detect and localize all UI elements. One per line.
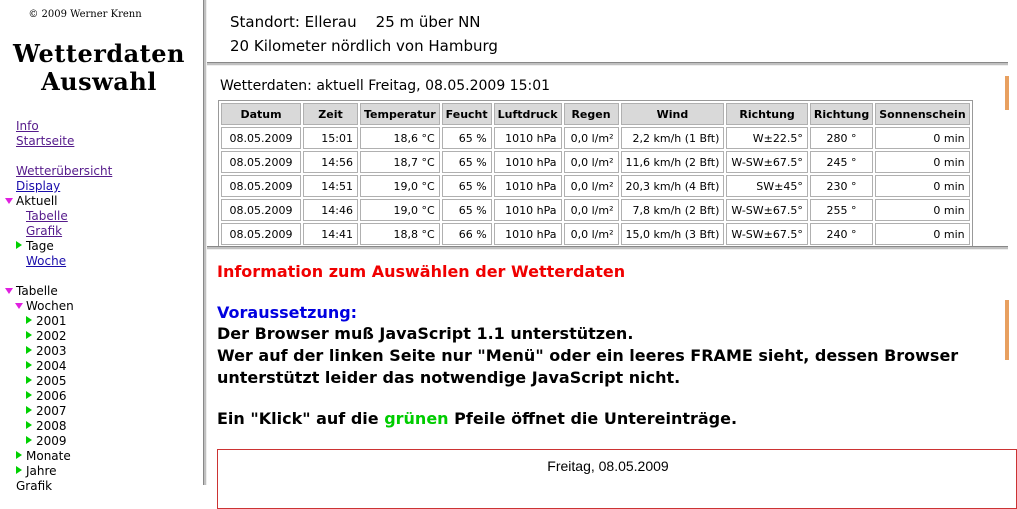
nav-row[interactable] bbox=[0, 359, 203, 374]
table-row bbox=[221, 127, 970, 149]
nav-node-year[interactable]: 2001 bbox=[36, 314, 67, 328]
location-line1 bbox=[230, 13, 481, 31]
nav-row[interactable] bbox=[0, 404, 203, 419]
nav-node-year[interactable]: 2005 bbox=[36, 374, 67, 388]
nav-row[interactable] bbox=[0, 344, 203, 359]
scrollbar-edge[interactable] bbox=[1005, 300, 1009, 360]
info-line3: unterstützt leider das notwendige JavaScript nicht. bbox=[217, 368, 681, 387]
nav-node-monate[interactable]: Monate bbox=[26, 449, 71, 463]
table-cell: 0 min bbox=[875, 151, 969, 173]
table-cell: 2,2 km/h (1 Bft) bbox=[621, 127, 725, 149]
day-box bbox=[217, 449, 1017, 509]
location-height: 25 m über NN bbox=[375, 13, 481, 31]
table-row bbox=[221, 223, 970, 245]
table-row bbox=[221, 175, 970, 197]
table-cell: 65 % bbox=[442, 199, 492, 221]
weather-title: Wetterdaten: aktuell Freitag, 08.05.2009 15:01 bbox=[220, 78, 551, 94]
nav-row[interactable] bbox=[0, 284, 203, 299]
nav-row[interactable] bbox=[0, 434, 203, 449]
table-cell: 19,0 °C bbox=[360, 175, 440, 197]
table-cell: 1010 hPa bbox=[494, 199, 562, 221]
table-cell: 0 min bbox=[875, 223, 969, 245]
table-cell: 0,0 l/m² bbox=[564, 127, 619, 149]
table-cell: 0,0 l/m² bbox=[564, 175, 619, 197]
table-cell: 0,0 l/m² bbox=[564, 223, 619, 245]
nav-row[interactable] bbox=[0, 449, 203, 464]
nav-row[interactable] bbox=[0, 374, 203, 389]
info-heading: Information zum Auswählen der Wetterdaten bbox=[217, 262, 626, 281]
nav-link-aktuell-tabelle[interactable]: Tabelle bbox=[26, 209, 68, 223]
nav-link-woche[interactable]: Woche bbox=[26, 254, 67, 268]
nav-row[interactable] bbox=[0, 464, 203, 479]
nav-node-jahre[interactable]: Jahre bbox=[26, 464, 57, 478]
prerequisite-label: Voraussetzung: bbox=[217, 303, 358, 322]
nav-tree bbox=[0, 119, 203, 494]
expand-arrow-icon[interactable] bbox=[16, 451, 22, 459]
table-row bbox=[221, 199, 970, 221]
table-cell: 1010 hPa bbox=[494, 151, 562, 173]
table-cell: 280 ° bbox=[810, 127, 873, 149]
table-cell: 18,7 °C bbox=[360, 151, 440, 173]
info-frame bbox=[207, 250, 1008, 485]
column-header: Sonnenschein bbox=[875, 103, 969, 125]
expand-arrow-icon[interactable] bbox=[26, 346, 32, 354]
table-cell: 14:41 bbox=[303, 223, 358, 245]
nav-row bbox=[0, 209, 203, 224]
nav-row bbox=[0, 224, 203, 239]
nav-row[interactable] bbox=[0, 299, 203, 314]
column-header: Richtung bbox=[810, 103, 873, 125]
info-line2: Wer auf der linken Seite nur "Menü" oder ein leeres FRAME sieht, dessen Browser bbox=[217, 346, 959, 365]
table-cell: 15:01 bbox=[303, 127, 358, 149]
table-cell: W±22.5° bbox=[726, 127, 807, 149]
table-cell: 11,6 km/h (2 Bft) bbox=[621, 151, 725, 173]
expand-arrow-icon[interactable] bbox=[26, 391, 32, 399]
table-cell: 15,0 km/h (3 Bft) bbox=[621, 223, 725, 245]
table-cell: W-SW±67.5° bbox=[726, 151, 807, 173]
column-header: Luftdruck bbox=[494, 103, 562, 125]
nav-node-year[interactable]: 2003 bbox=[36, 344, 67, 358]
click-hint-green: grünen bbox=[384, 409, 449, 428]
table-cell: 20,3 km/h (4 Bft) bbox=[621, 175, 725, 197]
location-place: Standort: Ellerau bbox=[230, 13, 357, 31]
nav-link-wetteruebersicht[interactable]: Wetterübersicht bbox=[16, 164, 113, 178]
expand-arrow-icon[interactable] bbox=[26, 376, 32, 384]
nav-link-info[interactable]: Info bbox=[16, 119, 39, 133]
nav-row bbox=[0, 164, 203, 179]
table-cell: 255 ° bbox=[810, 199, 873, 221]
expand-arrow-icon[interactable] bbox=[16, 241, 22, 249]
nav-row bbox=[0, 119, 203, 134]
table-cell: 66 % bbox=[442, 223, 492, 245]
column-header: Datum bbox=[221, 103, 301, 125]
expand-arrow-icon[interactable] bbox=[26, 331, 32, 339]
weather-data-frame bbox=[207, 66, 1008, 246]
column-header: Regen bbox=[564, 103, 619, 125]
info-line1: Der Browser muß JavaScript 1.1 unterstützen. bbox=[217, 324, 634, 343]
table-cell: 08.05.2009 bbox=[221, 199, 301, 221]
nav-node-year[interactable]: 2007 bbox=[36, 404, 67, 418]
nav-node-year[interactable]: 2006 bbox=[36, 389, 67, 403]
table-row bbox=[221, 151, 970, 173]
table-cell: 18,8 °C bbox=[360, 223, 440, 245]
nav-row[interactable] bbox=[0, 239, 203, 254]
table-cell: 230 ° bbox=[810, 175, 873, 197]
nav-row[interactable] bbox=[0, 419, 203, 434]
table-cell: 1010 hPa bbox=[494, 175, 562, 197]
table-cell: SW±45° bbox=[726, 175, 807, 197]
table-cell: 14:51 bbox=[303, 175, 358, 197]
table-cell: 08.05.2009 bbox=[221, 151, 301, 173]
table-header-row bbox=[221, 103, 970, 125]
table-cell: 0 min bbox=[875, 127, 969, 149]
click-hint-post: Pfeile öffnet die Untereinträge. bbox=[448, 409, 738, 428]
table-cell: W-SW±67.5° bbox=[726, 223, 807, 245]
table-cell: 08.05.2009 bbox=[221, 127, 301, 149]
nav-row[interactable] bbox=[0, 329, 203, 344]
column-header: Zeit bbox=[303, 103, 358, 125]
scrollbar-edge[interactable] bbox=[1005, 76, 1009, 110]
nav-row[interactable] bbox=[0, 479, 203, 494]
nav-node-year[interactable]: 2008 bbox=[36, 419, 67, 433]
click-hint-pre: Ein "Klick" auf die bbox=[217, 409, 385, 428]
nav-link-aktuell-grafik[interactable]: Grafik bbox=[26, 224, 63, 238]
table-cell: 65 % bbox=[442, 127, 492, 149]
table-cell: 14:46 bbox=[303, 199, 358, 221]
table-cell: 1010 hPa bbox=[494, 127, 562, 149]
info-click-hint bbox=[217, 409, 737, 428]
table-cell: 18,6 °C bbox=[360, 127, 440, 149]
expand-arrow-icon[interactable] bbox=[16, 466, 22, 474]
table-cell: 245 ° bbox=[810, 151, 873, 173]
column-header: Wind bbox=[621, 103, 725, 125]
nav-node-grafik[interactable]: Grafik bbox=[16, 479, 53, 493]
table-cell: W-SW±67.5° bbox=[726, 199, 807, 221]
collapse-arrow-icon[interactable] bbox=[5, 288, 13, 294]
table-cell: 0 min bbox=[875, 175, 969, 197]
table-cell: 240 ° bbox=[810, 223, 873, 245]
table-cell: 0,0 l/m² bbox=[564, 199, 619, 221]
day-label: Freitag, 08.05.2009 bbox=[547, 458, 669, 474]
column-header: Feucht bbox=[442, 103, 492, 125]
nav-node-wochen[interactable]: Wochen bbox=[26, 299, 74, 313]
nav-node-year[interactable]: 2002 bbox=[36, 329, 67, 343]
nav-row bbox=[0, 254, 203, 269]
location-frame bbox=[207, 0, 1008, 62]
table-cell: 65 % bbox=[442, 151, 492, 173]
column-header: Temperatur bbox=[360, 103, 440, 125]
table-cell: 1010 hPa bbox=[494, 223, 562, 245]
expand-arrow-icon[interactable] bbox=[26, 421, 32, 429]
app-title-line1: Wetterdaten bbox=[13, 39, 185, 68]
expand-arrow-icon[interactable] bbox=[26, 436, 32, 444]
nav-link-startseite[interactable]: Startseite bbox=[16, 134, 75, 148]
table-cell: 14:56 bbox=[303, 151, 358, 173]
copyright: © 2009 Werner Krenn bbox=[28, 9, 142, 20]
nav-link-display[interactable]: Display bbox=[16, 179, 61, 193]
nav-node-aktuell[interactable]: Aktuell bbox=[16, 194, 58, 208]
nav-node-year[interactable]: 2004 bbox=[36, 359, 67, 373]
table-cell: 19,0 °C bbox=[360, 199, 440, 221]
expand-arrow-icon[interactable] bbox=[26, 316, 32, 324]
expand-arrow-icon[interactable] bbox=[26, 361, 32, 369]
nav-row[interactable] bbox=[0, 194, 203, 209]
table-cell: 7,8 km/h (2 Bft) bbox=[621, 199, 725, 221]
app-title-line2: Auswahl bbox=[41, 67, 157, 96]
location-line2: 20 Kilometer nördlich von Hamburg bbox=[230, 37, 498, 55]
table-cell: 0,0 l/m² bbox=[564, 151, 619, 173]
nav-row[interactable] bbox=[0, 389, 203, 404]
app-title bbox=[0, 40, 198, 96]
nav-node-tage[interactable]: Tage bbox=[26, 239, 54, 253]
nav-row bbox=[0, 179, 203, 194]
collapse-arrow-icon[interactable] bbox=[5, 198, 13, 204]
nav-node-tabelle[interactable]: Tabelle bbox=[16, 284, 58, 298]
table-cell: 08.05.2009 bbox=[221, 223, 301, 245]
weather-table bbox=[218, 100, 973, 248]
nav-node-year[interactable]: 2009 bbox=[36, 434, 67, 448]
table-cell: 65 % bbox=[442, 175, 492, 197]
nav-row[interactable] bbox=[0, 314, 203, 329]
collapse-arrow-icon[interactable] bbox=[15, 303, 23, 309]
expand-arrow-icon[interactable] bbox=[26, 406, 32, 414]
nav-row bbox=[0, 134, 203, 149]
table-cell: 08.05.2009 bbox=[221, 175, 301, 197]
nav-frame bbox=[0, 0, 203, 493]
table-cell: 0 min bbox=[875, 199, 969, 221]
column-header: Richtung bbox=[726, 103, 807, 125]
